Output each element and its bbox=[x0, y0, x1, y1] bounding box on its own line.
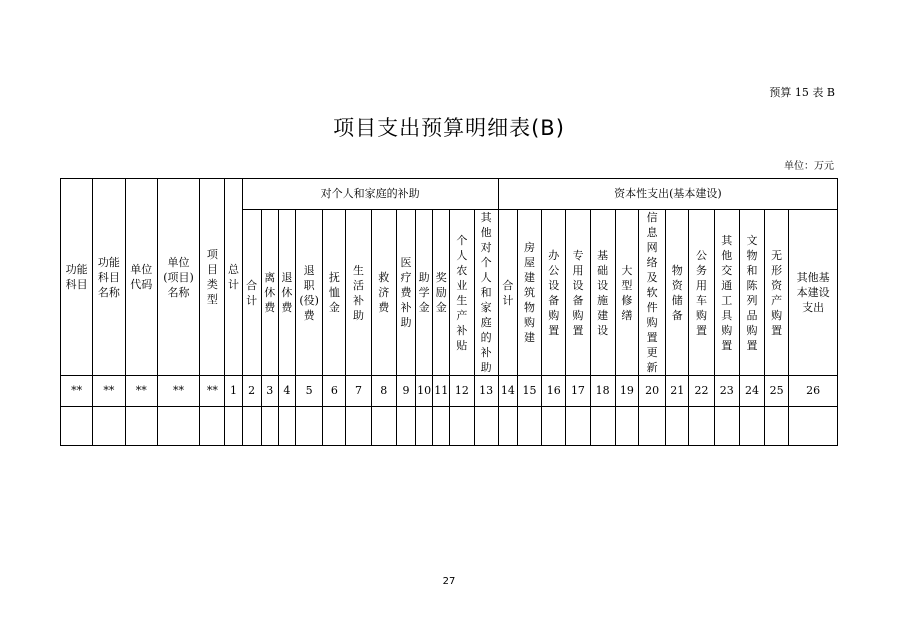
data-cell bbox=[474, 407, 498, 446]
column-label: 信息网络及软件购置更新 bbox=[646, 211, 658, 374]
column-label: 其他基本建设支出 bbox=[796, 271, 830, 314]
data-cell bbox=[542, 407, 566, 446]
column-number-cell: 3 bbox=[261, 376, 278, 407]
empty-data-row bbox=[61, 407, 838, 446]
data-cell bbox=[242, 407, 261, 446]
column-number-cell: 24 bbox=[739, 376, 764, 407]
column-header-personal-6 bbox=[371, 210, 396, 376]
column-label: 救济费 bbox=[378, 271, 390, 314]
data-cell bbox=[371, 407, 396, 446]
column-label: 办公设备购置 bbox=[548, 248, 560, 337]
column-header-personal-0 bbox=[242, 210, 261, 376]
column-label: 医疗费补助 bbox=[400, 256, 412, 329]
data-cell bbox=[714, 407, 739, 446]
column-number-cell: 19 bbox=[615, 376, 638, 407]
column-label: 房屋建筑物购建 bbox=[524, 241, 536, 344]
group-header-row bbox=[61, 179, 838, 210]
data-cell bbox=[615, 407, 638, 446]
column-header-personal-9 bbox=[433, 210, 450, 376]
column-number-cell: 1 bbox=[225, 376, 242, 407]
data-cell bbox=[61, 407, 93, 446]
column-label: 单位代码 bbox=[130, 263, 153, 291]
column-label: 抚恤金 bbox=[328, 271, 340, 314]
data-cell bbox=[157, 407, 199, 446]
column-label: 总计 bbox=[227, 263, 239, 291]
column-label: 合计 bbox=[502, 278, 514, 307]
column-header-capital-1 bbox=[517, 210, 541, 376]
data-cell bbox=[296, 407, 323, 446]
column-number-cell: 18 bbox=[590, 376, 615, 407]
data-cell bbox=[739, 407, 764, 446]
data-cell bbox=[498, 407, 517, 446]
column-label: 功能科目 bbox=[65, 263, 88, 291]
column-header-personal-7 bbox=[396, 210, 415, 376]
column-number-cell: ** bbox=[61, 376, 93, 407]
data-cell bbox=[566, 407, 590, 446]
column-number-cell: 22 bbox=[689, 376, 714, 407]
column-label: 退休费 bbox=[281, 271, 293, 314]
column-number-cell: ** bbox=[125, 376, 157, 407]
column-header-capital-12 bbox=[789, 210, 838, 376]
column-number-row bbox=[61, 376, 838, 407]
column-label: 物资储备 bbox=[671, 263, 683, 322]
column-header-capital-11 bbox=[765, 210, 789, 376]
data-cell bbox=[590, 407, 615, 446]
data-cell bbox=[517, 407, 541, 446]
column-number-cell: 10 bbox=[416, 376, 433, 407]
data-cell bbox=[450, 407, 474, 446]
column-number-cell: 17 bbox=[566, 376, 590, 407]
column-number-cell: 26 bbox=[789, 376, 838, 407]
group-capital-expenditure: 资本性支出(基本建设) bbox=[498, 179, 837, 210]
column-header-personal-2 bbox=[278, 210, 295, 376]
column-header-personal-8 bbox=[416, 210, 433, 376]
data-cell bbox=[323, 407, 346, 446]
column-header-capital-7 bbox=[666, 210, 689, 376]
column-label: 退职(役)费 bbox=[299, 263, 319, 322]
column-number-cell: 25 bbox=[765, 376, 789, 407]
column-number-cell: 23 bbox=[714, 376, 739, 407]
data-cell bbox=[278, 407, 295, 446]
column-header-personal-11 bbox=[474, 210, 498, 376]
column-number-cell: 21 bbox=[666, 376, 689, 407]
column-number-cell: 5 bbox=[296, 376, 323, 407]
data-cell bbox=[666, 407, 689, 446]
column-label: 奖励金 bbox=[435, 271, 447, 314]
column-label: 离休费 bbox=[264, 271, 276, 314]
column-header-left-2 bbox=[125, 179, 157, 376]
column-header-left-4 bbox=[200, 179, 225, 376]
column-header-capital-5 bbox=[615, 210, 638, 376]
column-number-cell: 6 bbox=[323, 376, 346, 407]
column-number-cell: 15 bbox=[517, 376, 541, 407]
column-number-cell: ** bbox=[93, 376, 125, 407]
column-label: 功能科目名称 bbox=[97, 255, 120, 299]
column-header-capital-9 bbox=[714, 210, 739, 376]
column-header-personal-4 bbox=[323, 210, 346, 376]
column-header-personal-1 bbox=[261, 210, 278, 376]
column-label: 专用设备购置 bbox=[572, 248, 584, 337]
column-header-capital-10 bbox=[739, 210, 764, 376]
column-label: 公务用车购置 bbox=[696, 248, 708, 337]
data-cell bbox=[261, 407, 278, 446]
column-header-capital-4 bbox=[590, 210, 615, 376]
column-header-capital-3 bbox=[566, 210, 590, 376]
column-header-capital-2 bbox=[542, 210, 566, 376]
column-label: 文物和陈列品购置 bbox=[746, 233, 758, 352]
column-number-cell: 7 bbox=[346, 376, 371, 407]
data-cell bbox=[200, 407, 225, 446]
column-label: 个人农业生产补贴 bbox=[456, 233, 468, 352]
data-cell bbox=[416, 407, 433, 446]
column-header-left-5 bbox=[225, 179, 242, 376]
column-header-capital-8 bbox=[689, 210, 714, 376]
column-label: 生活补助 bbox=[353, 263, 365, 322]
column-label: 基础设施建设 bbox=[597, 248, 609, 337]
column-number-cell: ** bbox=[200, 376, 225, 407]
column-label: 大型修缮 bbox=[621, 263, 633, 322]
data-cell bbox=[125, 407, 157, 446]
column-number-cell: 8 bbox=[371, 376, 396, 407]
column-number-cell: 16 bbox=[542, 376, 566, 407]
column-number-cell: 13 bbox=[474, 376, 498, 407]
data-cell bbox=[433, 407, 450, 446]
data-cell bbox=[93, 407, 125, 446]
column-number-cell: ** bbox=[157, 376, 199, 407]
column-number-cell: 9 bbox=[396, 376, 415, 407]
column-header-personal-3 bbox=[296, 210, 323, 376]
budget-table bbox=[60, 178, 838, 446]
column-header-personal-10 bbox=[450, 210, 474, 376]
column-number-cell: 12 bbox=[450, 376, 474, 407]
column-header-left-0 bbox=[61, 179, 93, 376]
column-header-left-3 bbox=[157, 179, 199, 376]
column-label: 无形资产购置 bbox=[771, 248, 783, 337]
form-code: 预算 15 表 B bbox=[769, 86, 835, 99]
column-label: 合计 bbox=[246, 278, 258, 307]
data-cell bbox=[225, 407, 242, 446]
column-label: 助学金 bbox=[418, 271, 430, 314]
column-number-cell: 20 bbox=[638, 376, 665, 407]
data-cell bbox=[346, 407, 371, 446]
column-label: 单位(项目)名称 bbox=[163, 255, 194, 299]
column-label: 其他对个人和家庭的补助 bbox=[480, 211, 492, 374]
data-cell bbox=[689, 407, 714, 446]
data-cell bbox=[789, 407, 838, 446]
column-label: 项目类型 bbox=[206, 248, 218, 306]
unit-label: 单位：万元 bbox=[784, 161, 834, 172]
group-personal-subsidy: 对个人和家庭的补助 bbox=[242, 179, 498, 210]
data-cell bbox=[396, 407, 415, 446]
column-number-cell: 14 bbox=[498, 376, 517, 407]
page-number: 27 bbox=[442, 576, 456, 587]
column-number-cell: 2 bbox=[242, 376, 261, 407]
data-cell bbox=[638, 407, 665, 446]
column-header-capital-6 bbox=[638, 210, 665, 376]
column-header-left-1 bbox=[93, 179, 125, 376]
page-title: 项目支出预算明细表(B) bbox=[333, 116, 565, 140]
data-cell bbox=[765, 407, 789, 446]
column-number-cell: 11 bbox=[433, 376, 450, 407]
column-label: 其他交通工具购置 bbox=[721, 233, 733, 352]
column-header-capital-0 bbox=[498, 210, 517, 376]
column-number-cell: 4 bbox=[278, 376, 295, 407]
column-header-personal-5 bbox=[346, 210, 371, 376]
